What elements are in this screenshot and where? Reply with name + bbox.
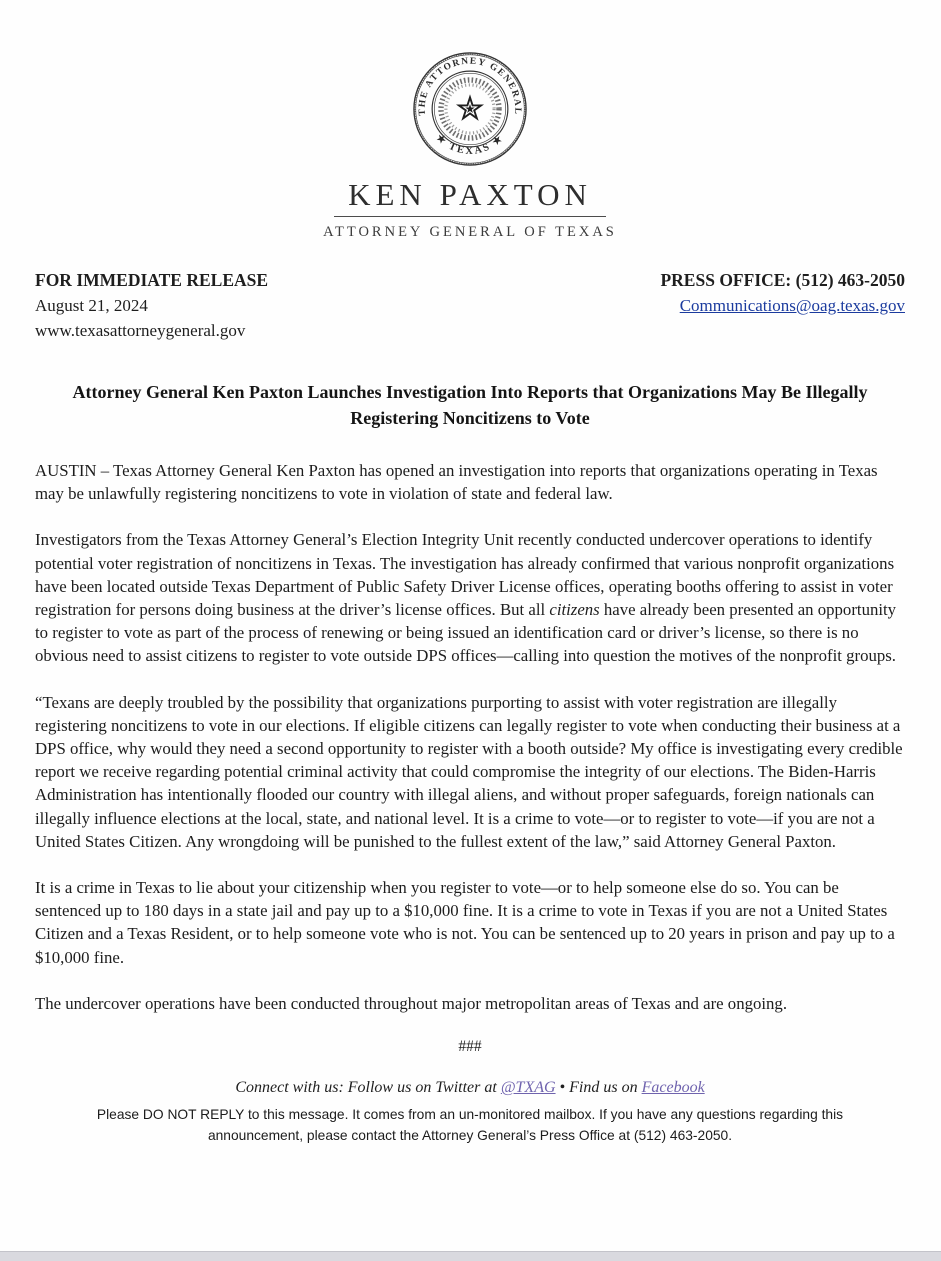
attorney-general-name: KEN PAXTON bbox=[334, 175, 606, 217]
website-url: www.texasattorneygeneral.gov bbox=[35, 321, 246, 340]
viewer-bottom-edge bbox=[0, 1251, 941, 1261]
paragraph-austin-lede: AUSTIN – Texas Attorney General Ken Paxton has opened an investigation into reports that organizations operating in Texas may be unlawfully registering noncitizens to vote in violation of state and federal law. bbox=[35, 461, 878, 504]
press-office-phone: PRESS OFFICE: (512) 463-2050 bbox=[660, 270, 905, 290]
connect-with-us-line: Connect with us: Follow us on Twitter at @TXAG • Find us on Facebook bbox=[235, 1079, 705, 1097]
footer bbox=[35, 1079, 905, 1146]
release-info bbox=[35, 268, 905, 343]
release-label: FOR IMMEDIATE RELEASE bbox=[35, 270, 269, 290]
twitter-txag-link[interactable]: @TXAG bbox=[500, 1079, 556, 1097]
svg-text:★ TEXAS ★: ★ TEXAS ★ bbox=[433, 132, 507, 157]
end-mark: ### bbox=[458, 1038, 482, 1056]
press-release-body bbox=[35, 459, 905, 1015]
paragraph-penalties: It is a crime in Texas to lie about your citizenship when you register to vote—or to help someone else do so. You can be sentenced up to 180 days in a state jail and pay up to a $10,000 fine. It is a crime to vote in Texas if you are not a United States Citizen and a Texas Resident, or to help someone vote who is not. You can be sentenced up to 20 years in prison and pay up to a $10,000 fine. bbox=[35, 878, 895, 967]
headline: Attorney General Ken Paxton Launches Investigation Into Reports that Organizations May Be Illegally Registering Noncitizens to Vote bbox=[72, 382, 868, 428]
attorney-general-title: ATTORNEY GENERAL OF TEXAS bbox=[323, 224, 617, 240]
release-date: August 21, 2024 bbox=[35, 296, 148, 315]
do-not-reply-disclaimer: Please DO NOT REPLY to this message. It comes from an un-monitored mailbox. If you have any questions regarding this announcement, please contact the Attorney General’s Press Office at (512) 463-2050. bbox=[96, 1107, 844, 1144]
svg-text:THE ATTORNEY GENERAL: THE ATTORNEY GENERAL bbox=[417, 56, 523, 116]
paragraph-investigators: Investigators from the Texas Attorney General’s Election Integrity Unit recently conducted undercover operations to identify potential voter registration of noncitizens in Texas. The investigation has already confirmed that various nonprofit organizations have been located outside Texas Department of Public Safety Driver License offices, operating booths offering to assist in voter registration for persons doing business at the driver’s license offices. But all citizens have already been presented an opportunity to register to vote as part of the process of renewing or being issued an identification card or driver’s license, so there is no obvious need to assist citizens to register to vote outside DPS offices—calling into question the motives of the nonprofit groups. bbox=[35, 530, 897, 666]
attorney-general-seal-icon bbox=[411, 50, 529, 173]
communications-email-link[interactable]: Communications@oag.texas.gov bbox=[679, 296, 905, 315]
masthead bbox=[35, 50, 905, 241]
paragraph-paxton-quote: “Texans are deeply troubled by the possibility that organizations purporting to assist with voter registration are illegally registering noncitizens to vote in our elections. If eligible citizens can legally register to vote when conducting their business at a DPS office, why would they need a second opportunity to register with a booth outside? My office is investigating every credible report we receive regarding potential criminal activity that could compromise the integrity of our elections. The Biden-Harris Administration has intentionally flooded our country with illegal aliens, and without proper safeguards, foreign nationals can illegally influence elections at the local, state, and national level. It is a crime to vote—or to register to vote—if you are not a United States Citizen. Any wrongdoing will be punished to the fullest extent of the law,” said Attorney General Paxton. bbox=[35, 692, 903, 851]
paragraph-ongoing: The undercover operations have been conducted throughout major metropolitan areas of Texas and are ongoing. bbox=[35, 993, 788, 1013]
facebook-link[interactable]: Facebook bbox=[641, 1079, 705, 1097]
